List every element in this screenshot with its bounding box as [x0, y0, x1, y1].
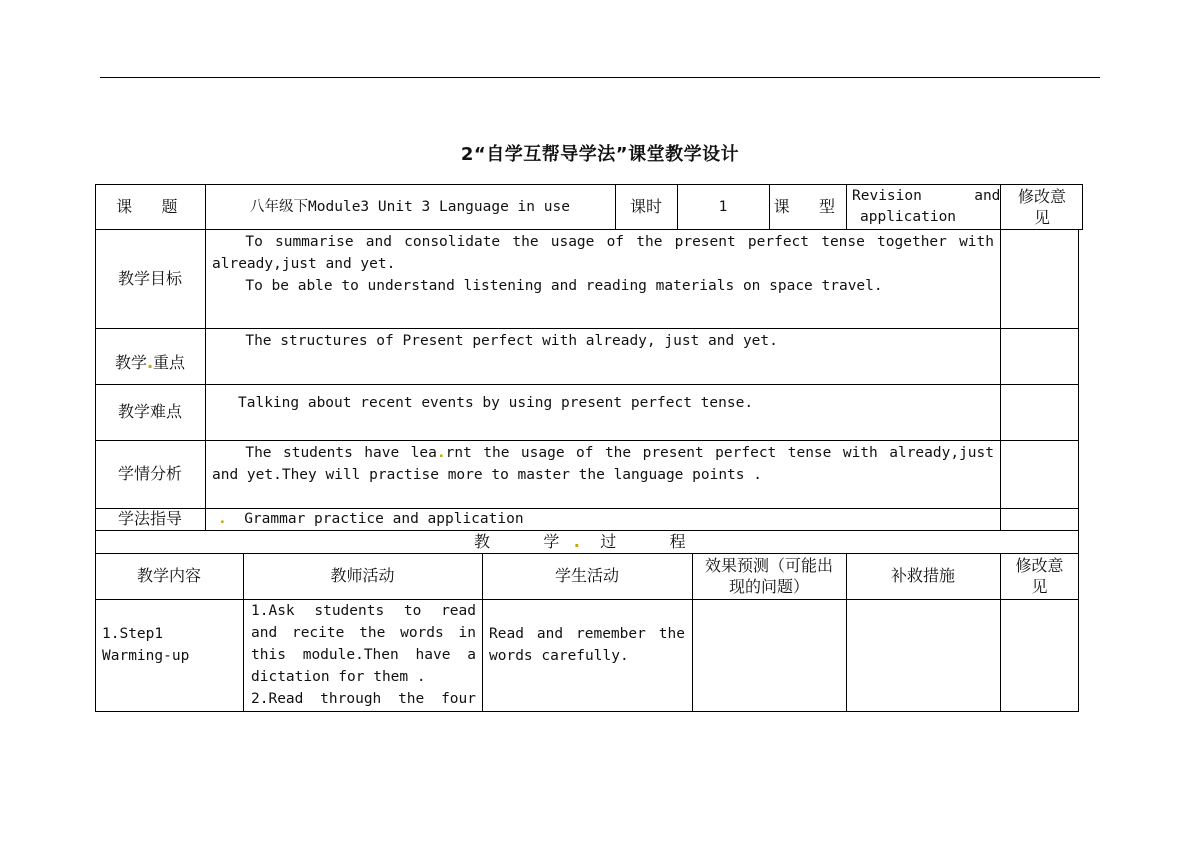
- topic-value: 八年级下Module3 Unit 3 Language in use: [250, 199, 570, 215]
- header-rule: [100, 77, 1100, 78]
- period-value: 1: [718, 199, 728, 215]
- highlight-dot: .: [436, 445, 446, 461]
- type-label: 课 型: [773, 197, 842, 216]
- highlight-dot: .: [146, 353, 154, 372]
- step1-content: 1.Step1 Warming-up: [102, 626, 190, 664]
- topic-label: 课 题: [116, 197, 184, 216]
- period-label: 课时: [629, 197, 662, 216]
- step1-student: Read and remember the words carefully.: [489, 626, 685, 664]
- focus-label: 教学 . 重点: [114, 353, 186, 372]
- guide-label: 学法指导: [117, 509, 182, 528]
- col-header-student: 学生活动: [554, 566, 619, 585]
- document-title: 2“自学互帮导学法”课堂教学设计: [460, 144, 740, 165]
- col-header-remedy: 补救措施: [890, 566, 955, 585]
- highlight-dot: .: [218, 511, 227, 527]
- step1-teacher: 1.Ask students to read and recite the words in this module.Then have a dictation for them . 2.Read through the four: [251, 603, 476, 707]
- revise-label-header: 修改意见: [1017, 187, 1066, 227]
- process-title: 教 学 . 过 程: [474, 531, 700, 551]
- col-header-revise: 修改意见: [1015, 556, 1064, 596]
- focus-text: The structures of Present perfect with already, just and yet.: [245, 333, 778, 349]
- difficulty-text: Talking about recent events by using present perfect tense.: [238, 395, 754, 411]
- type-value: Revision and application: [852, 188, 1001, 225]
- objectives-label: 教学目标: [117, 268, 182, 288]
- highlight-dot: .: [573, 531, 580, 551]
- difficulty-label: 教学难点: [117, 402, 182, 421]
- col-header-content: 教学内容: [136, 566, 201, 585]
- analysis-text: The students have lea.rnt the usage of the present perfect tense with already,just and yet.They will practise more to master the language points .: [212, 445, 994, 483]
- col-header-teacher: 教师活动: [330, 566, 395, 585]
- analysis-label: 学情分析: [117, 464, 182, 483]
- objectives-text: To summarise and consolidate the usage of the present perfect tense together with already,just and yet. To be able to understand listening and reading materials on space travel.: [212, 234, 994, 294]
- col-header-prediction: 效果预测（可能出现的问题）: [704, 556, 833, 596]
- guide-text: . Grammar practice and application: [218, 511, 524, 527]
